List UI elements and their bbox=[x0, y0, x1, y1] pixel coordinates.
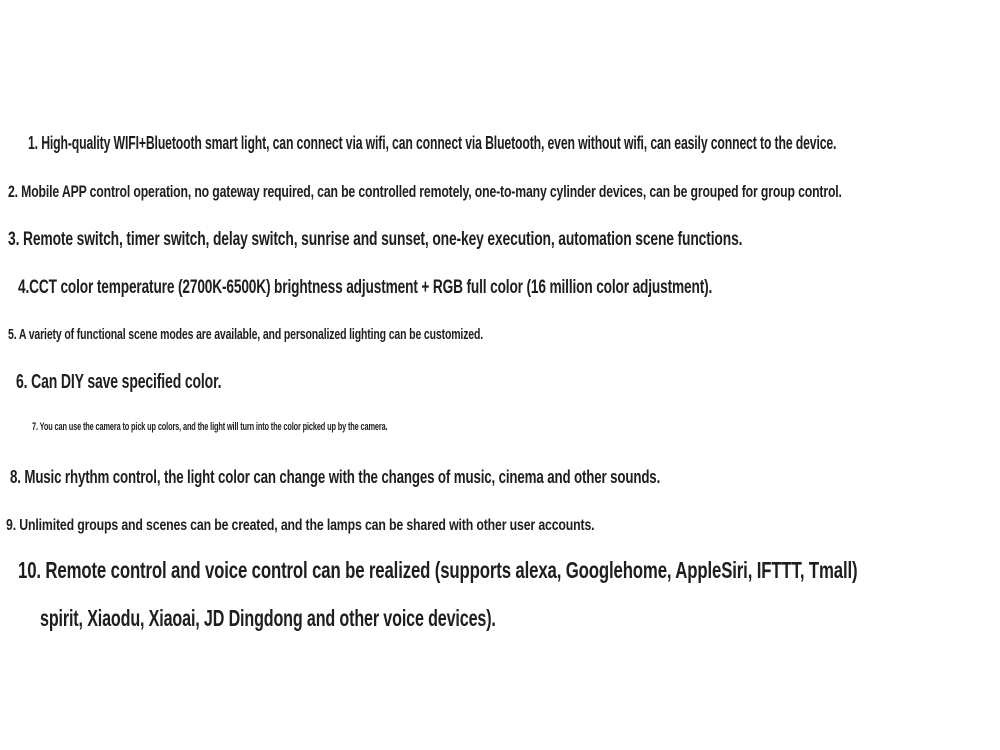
feature-9: 9. Unlimited groups and scenes can be created, and the lamps can be shared with other user accounts. bbox=[6, 517, 595, 534]
feature-3: 3. Remote switch, timer switch, delay switch, sunrise and sunset, one-key execution, automation scene functions. bbox=[8, 229, 743, 250]
feature-7: 7. You can use the camera to pick up colors, and the light will turn into the color picked up by the camera. bbox=[32, 421, 388, 433]
feature-2: 2. Mobile APP control operation, no gateway required, can be controlled remotely, one-to-many cylinder devices, can be grouped for group control. bbox=[8, 182, 842, 201]
feature-8: 8. Music rhythm control, the light color can change with the changes of music, cinema and other sounds. bbox=[10, 467, 661, 487]
feature-10-line-2: spirit, Xiaodu, Xiaoai, JD Dingdong and other voice devices). bbox=[40, 605, 496, 631]
feature-5: 5. A variety of functional scene modes are available, and personalized lighting can be customized. bbox=[8, 326, 484, 343]
feature-10-line-1: 10. Remote control and voice control can be realized (supports alexa, Googlehome, AppleSiri, IFTTT, Tmall) bbox=[18, 557, 858, 583]
feature-6: 6. Can DIY save specified color. bbox=[16, 371, 222, 393]
feature-1: 1. High-quality WIFI+Bluetooth smart light, can connect via wifi, can connect via Bluetooth, even without wifi, can easily connect to the device. bbox=[28, 133, 837, 153]
feature-4: 4.CCT color temperature (2700K-6500K) brightness adjustment + RGB full color (16 million color adjustment). bbox=[18, 277, 713, 298]
